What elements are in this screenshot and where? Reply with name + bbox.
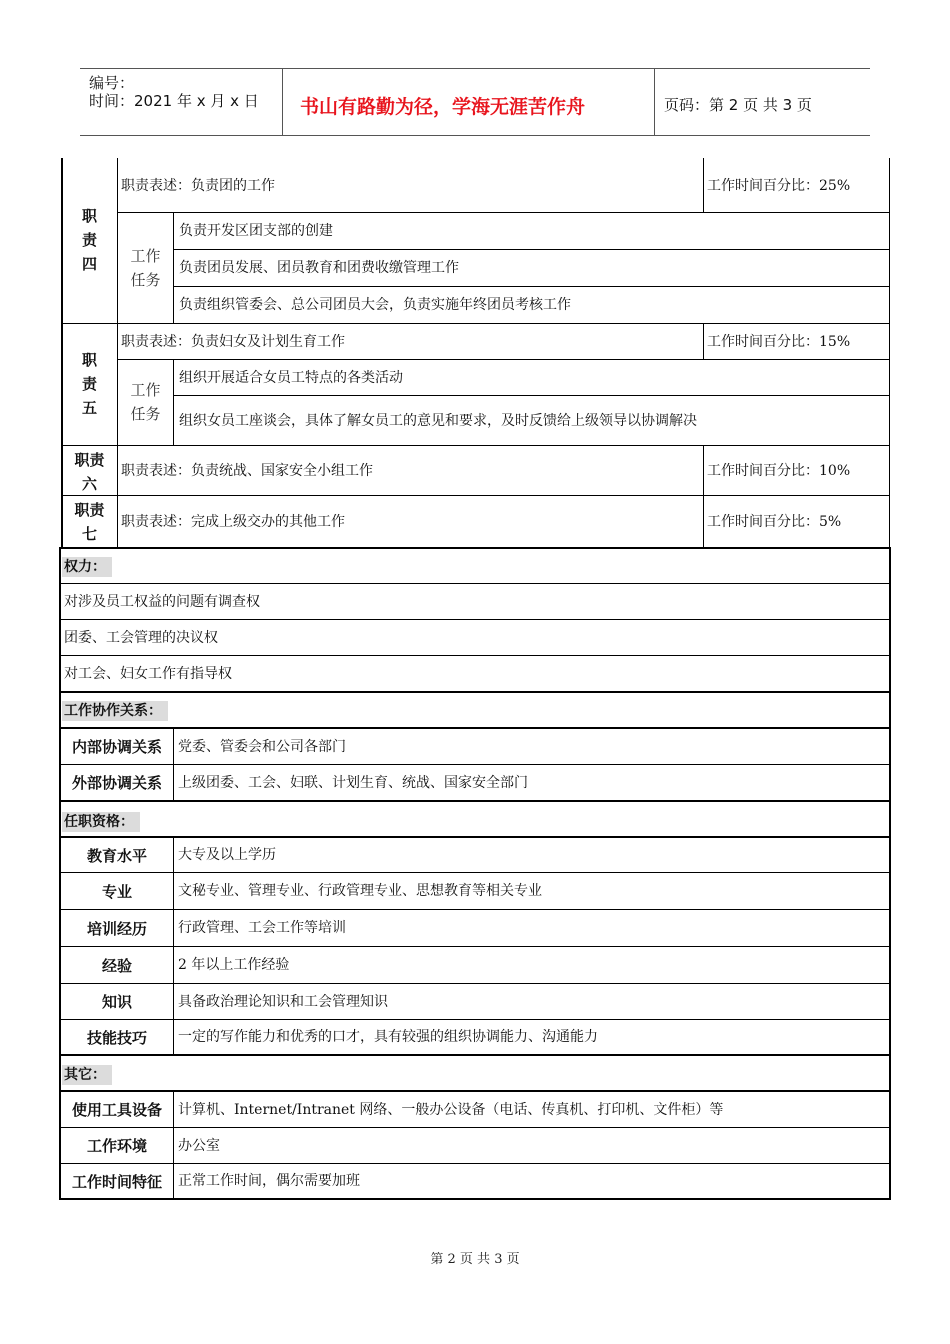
- duty-4-task: 负责团员发展、团员教育和团费收缴管理工作: [179, 260, 459, 276]
- section-title-cooperation: 工作协作关系：: [62, 701, 168, 721]
- section-title-other: 其它：: [62, 1065, 112, 1085]
- duty-4-label: 职 责 四: [81, 207, 97, 273]
- document-date: 时间：2021 年 x 月 x 日: [89, 92, 259, 110]
- major-value: 文秘专业、管理专业、行政管理专业、思想教育等相关专业: [178, 883, 542, 899]
- duty-5-label: 职 责 五: [81, 351, 97, 417]
- page-indicator: 页码：第 2 页 共 3 页: [664, 96, 812, 114]
- duty-7-description: 职责表述：完成上级交办的其他工作: [121, 513, 345, 530]
- header-divider: [654, 68, 655, 136]
- duty-5-percent: 工作时间百分比：15%: [707, 333, 851, 350]
- duty-6-description: 职责表述：负责统战、国家安全小组工作: [121, 462, 373, 479]
- duty-5-task-label: 工作 任务: [130, 381, 161, 423]
- duty-6-label: 职责 六: [74, 451, 105, 493]
- internal-coordination-value: 党委、管委会和公司各部门: [178, 738, 346, 755]
- duty-4-description: 职责表述：负责团的工作: [121, 178, 275, 194]
- header-motto: 书山有路勤为径，学海无涯苦作舟: [300, 96, 586, 118]
- header-top-rule: [80, 68, 870, 69]
- external-coordination-label: 外部协调关系: [71, 774, 162, 792]
- education-value: 大专及以上学历: [178, 847, 276, 863]
- skills-label: 技能技巧: [86, 1028, 147, 1047]
- training-label: 培训经历: [86, 919, 147, 938]
- external-coordination-value: 上级团委、工会、妇联、计划生育、统战、国家安全部门: [178, 774, 528, 791]
- tools-label: 使用工具设备: [71, 1101, 162, 1119]
- duty-7-label: 职责 七: [74, 501, 105, 543]
- duty-4-task: 负责组织管委会、总公司团员大会，负责实施年终团员考核工作: [179, 297, 571, 313]
- duty-4-task-label: 工作 任务: [130, 247, 161, 289]
- document-number: 编号：: [89, 74, 135, 92]
- environment-value: 办公室: [178, 1137, 220, 1154]
- training-value: 行政管理、工会工作等培训: [178, 920, 346, 936]
- duty-4-percent: 工作时间百分比：25%: [707, 178, 851, 194]
- internal-coordination-label: 内部协调关系: [71, 738, 162, 756]
- experience-value: 2 年以上工作经验: [178, 957, 290, 973]
- duty-5-task: 组织女员工座谈会，具体了解女员工的意见和要求，及时反馈给上级领导以协调解决: [179, 412, 697, 429]
- header-divider: [282, 68, 283, 136]
- header-bottom-rule: [80, 135, 870, 136]
- section-title-power: 权力：: [62, 557, 112, 577]
- major-label: 专业: [101, 882, 132, 901]
- duty-5-task: 组织开展适合女员工特点的各类活动: [179, 369, 403, 386]
- experience-label: 经验: [101, 956, 132, 975]
- work-hours-value: 正常工作时间，偶尔需要加班: [178, 1173, 360, 1189]
- knowledge-label: 知识: [101, 993, 132, 1011]
- environment-label: 工作环境: [86, 1137, 147, 1155]
- section-title-qualification: 任职资格：: [62, 812, 140, 832]
- duty-6-percent: 工作时间百分比：10%: [707, 462, 851, 479]
- page-footer: 第 2 页 共 3 页: [430, 1252, 520, 1267]
- duty-5-description: 职责表述：负责妇女及计划生育工作: [121, 333, 345, 350]
- knowledge-value: 具备政治理论知识和工会管理知识: [178, 993, 388, 1010]
- duty-4-task: 负责开发区团支部的创建: [179, 223, 333, 239]
- tools-value: 计算机、Internet/Intranet 网络、一般办公设备（电话、传真机、打印机、文件柜）等: [178, 1101, 724, 1118]
- duty-7-percent: 工作时间百分比：5%: [707, 513, 842, 530]
- education-label: 教育水平: [86, 846, 147, 865]
- work-hours-label: 工作时间特征: [71, 1172, 162, 1191]
- power-item: 对工会、妇女工作有指导权: [64, 665, 232, 682]
- skills-value: 一定的写作能力和优秀的口才，具有较强的组织协调能力、沟通能力: [178, 1029, 598, 1045]
- power-item: 团委、工会管理的决议权: [64, 629, 218, 646]
- power-item: 对涉及员工权益的问题有调查权: [64, 593, 260, 610]
